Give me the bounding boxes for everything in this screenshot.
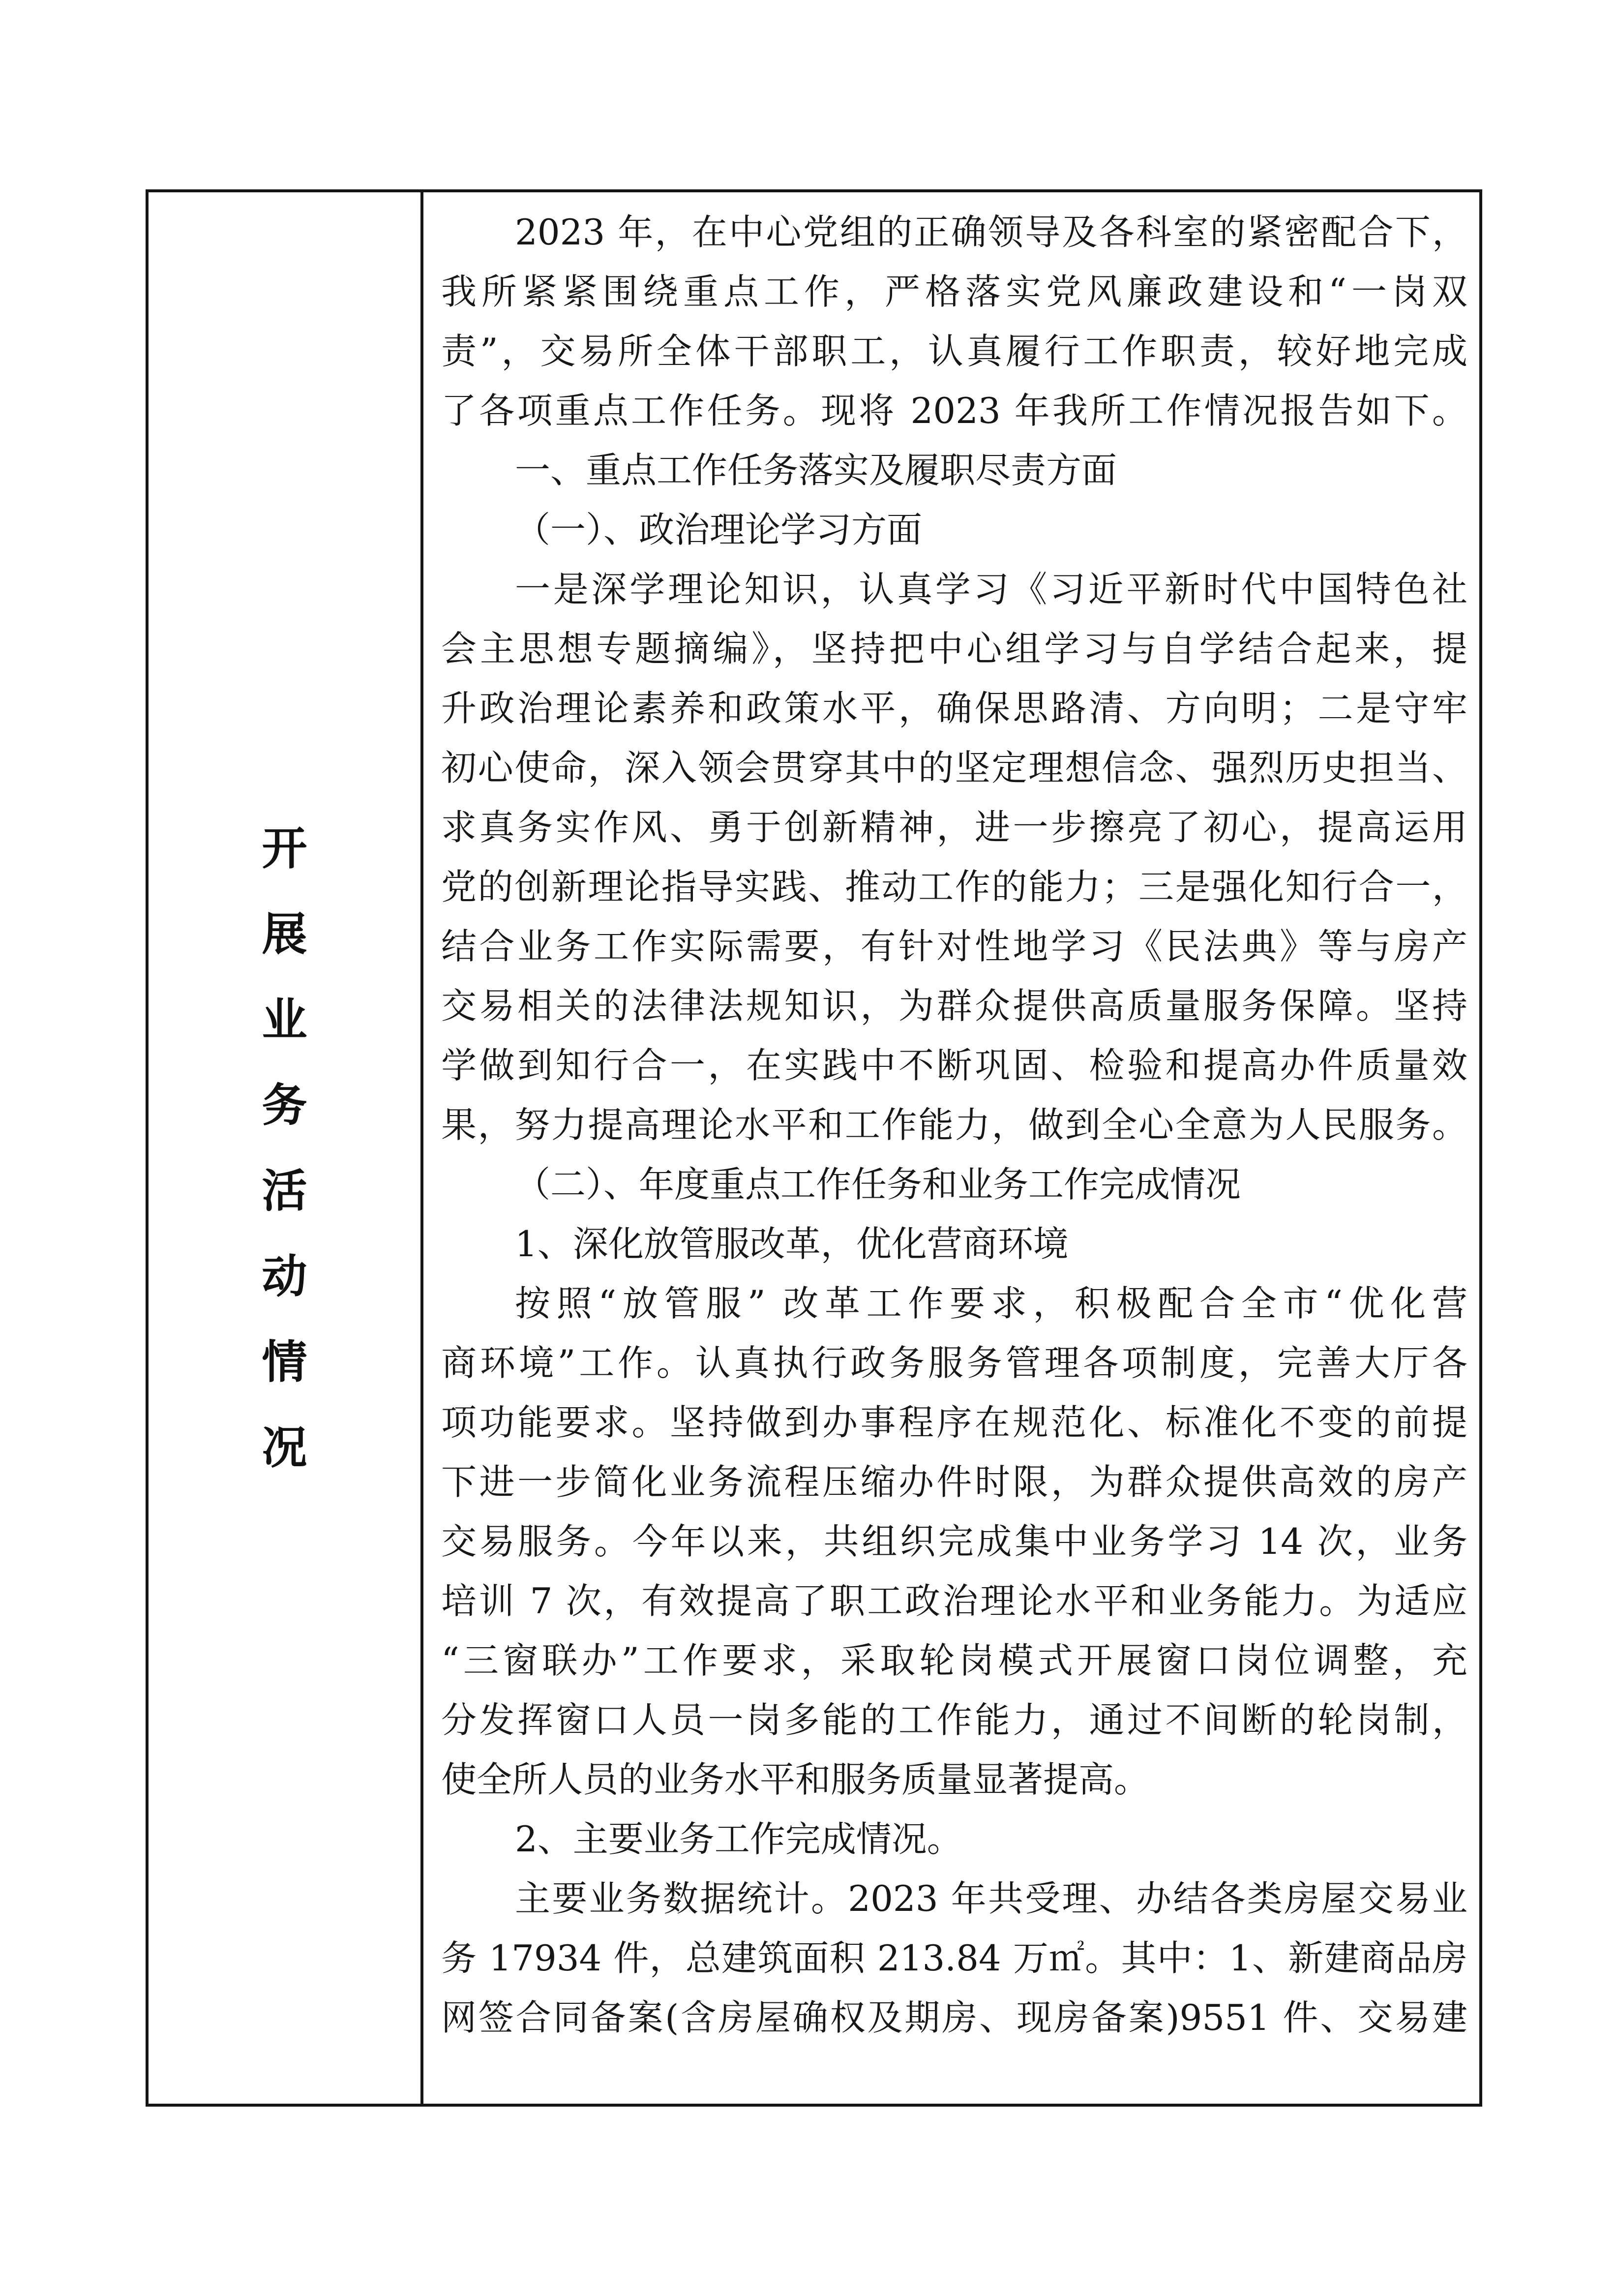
content-line: 我所紧紧围绕重点工作，严格落实党风廉政建设和“一岗双 [441, 271, 1467, 312]
content-line: 主要业务数据统计。2023 年共受理、办结各类房屋交易业 [515, 1878, 1467, 1919]
content-line: 使全所人员的业务水平和服务质量显著提高。 [441, 1759, 1150, 1800]
content-line: 党的创新理论指导实践、推动工作的能力；三是强化知行合一， [441, 866, 1467, 907]
section-label-cell [149, 192, 423, 2104]
content-line: 2023 年，在中心党组的正确领导及各科室的紧密配合下， [515, 211, 1467, 253]
content-line: “三窗联办”工作要求，采取轮岗模式开展窗口岗位调整，充 [441, 1640, 1467, 1681]
content-line: 按照“放管服” 改革工作要求，积极配合全市“优化营 [515, 1283, 1467, 1324]
content-line: 培训 7 次，有效提高了职工政治理论水平和业务能力。为适应 [441, 1580, 1467, 1622]
content-line: 升政治理论素养和政策水平，确保思路清、方向明；二是守牢 [441, 688, 1467, 729]
content-line: 交易服务。今年以来，共组织完成集中业务学习 14 次，业务 [441, 1521, 1467, 1562]
content-line: 商环境”工作。认真执行政务服务管理各项制度，完善大厅各 [441, 1342, 1467, 1384]
content-line: 网签合同备案(含房屋确权及期房、现房备案)9551 件、交易建 [441, 1997, 1467, 2038]
subsection-heading: （一）、政治理论学习方面 [515, 509, 923, 550]
content-line: 求真务实作风、勇于创新精神，进一步擦亮了初心，提高运用 [441, 807, 1467, 848]
subsection-heading: （二）、年度重点工作任务和业务工作完成情况 [515, 1164, 1241, 1205]
content-cell [423, 192, 1479, 2104]
content-line: 分发挥窗口人员一岗多能的工作能力，通过不间断的轮岗制， [441, 1699, 1467, 1741]
content-line: 果，努力提高理论水平和工作能力，做到全心全意为人民服务。 [441, 1104, 1467, 1146]
item-heading: 2、主要业务工作完成情况。 [515, 1818, 962, 1860]
content-line: 了各项重点工作任务。现将 2023 年我所工作情况报告如下。 [441, 390, 1467, 431]
content-line: 会主思想专题摘编》，坚持把中心组学习与自学结合起来，提 [441, 628, 1467, 669]
content-line: 一是深学理论知识，认真学习《习近平新时代中国特色社 [515, 569, 1467, 610]
content-line: 初心使命，深入领会贯穿其中的坚定理想信念、强烈历史担当、 [441, 747, 1467, 788]
content-line: 结合业务工作实际需要，有针对性地学习《民法典》等与房产 [441, 926, 1467, 967]
content-line: 务 17934 件，总建筑面积 213.84 万㎡。其中：1、新建商品房 [441, 1937, 1467, 1979]
content-line: 项功能要求。坚持做到办事程序在规范化、标准化不变的前提 [441, 1402, 1467, 1443]
section-heading: 一、重点工作任务落实及履职尽责方面 [515, 450, 1117, 491]
section-label: 开展业务活动情况 [262, 822, 307, 1474]
content-line: 责”，交易所全体干部职工，认真履行工作职责，较好地完成 [441, 331, 1467, 372]
item-heading: 1、深化放管服改革，优化营商环境 [515, 1223, 1069, 1265]
content-line: 学做到知行合一，在实践中不断巩固、检验和提高办件质量效 [441, 1045, 1467, 1086]
activity-table [146, 189, 1482, 2107]
content-line: 下进一步简化业务流程压缩办件时限，为群众提供高效的房产 [441, 1461, 1467, 1503]
content-line: 交易相关的法律法规知识，为群众提供高质量服务保障。坚持 [441, 985, 1467, 1027]
